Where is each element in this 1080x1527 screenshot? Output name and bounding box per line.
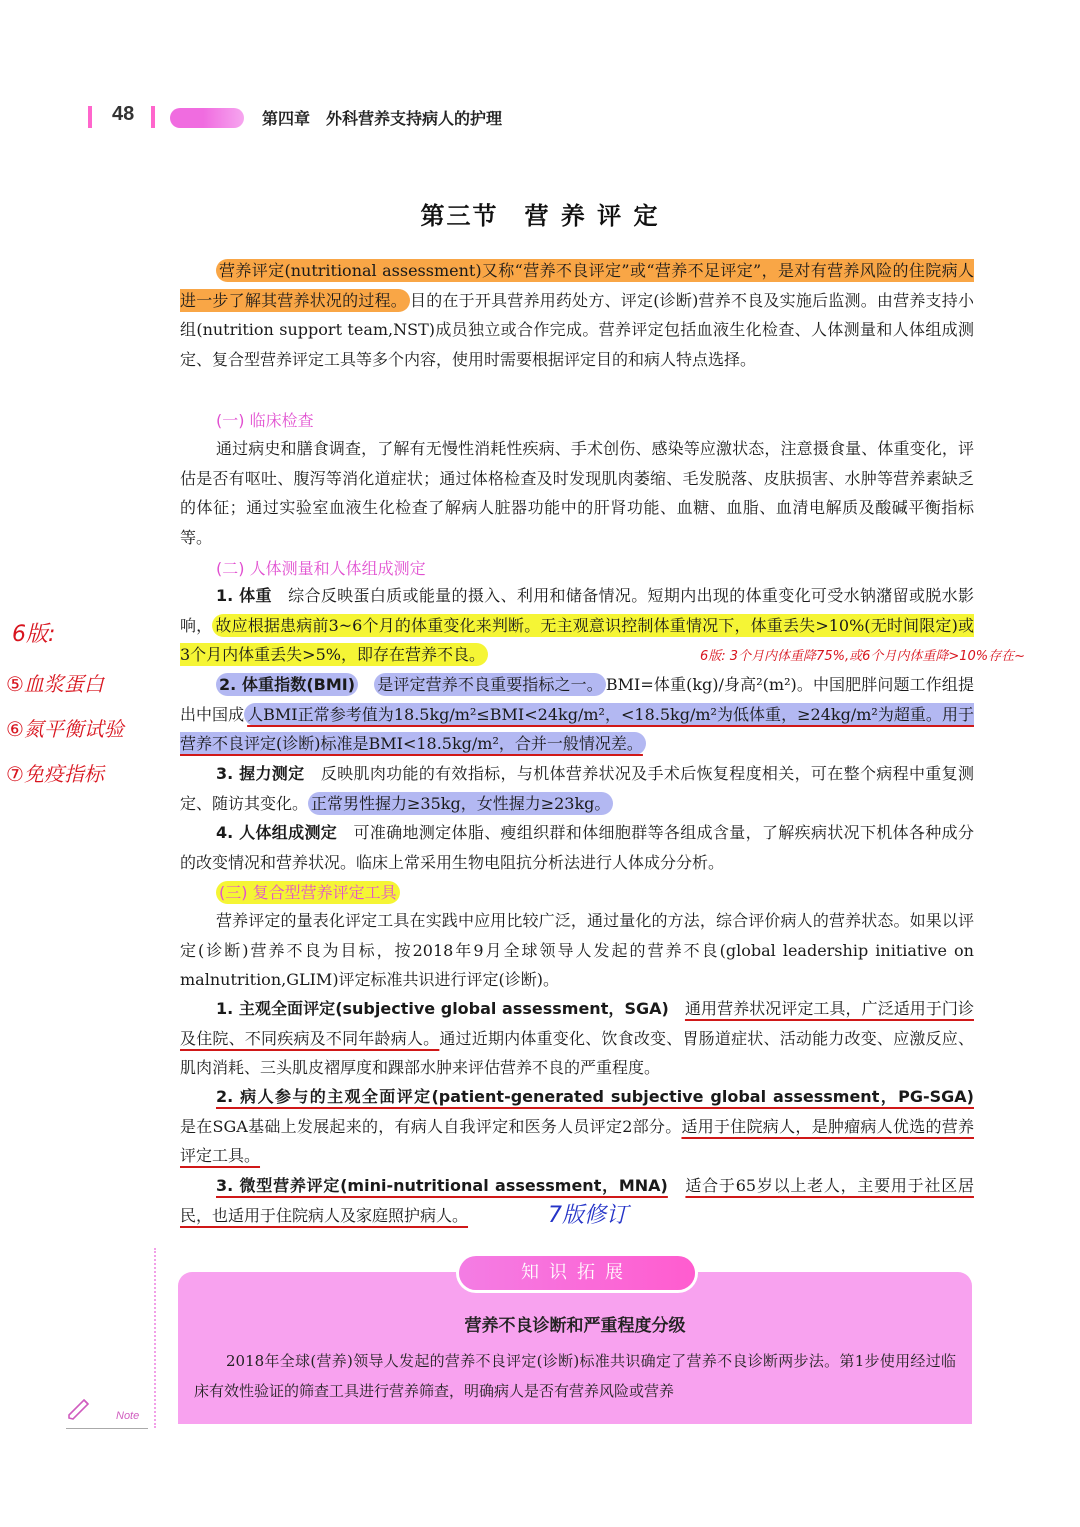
annotation-immune-index: ⑦免疫指标 xyxy=(6,762,104,786)
section-title: 第三节 营 养 评 定 xyxy=(420,202,660,230)
annotation-nitrogen-balance: ⑥氮平衡试验 xyxy=(6,717,124,741)
knowledge-text: 2018年全球(营养)领导人发起的营养不良评定(诊断)标准共识确定了营养不良诊断两步法。第1步使用经过临床有效性验证的筛查工具进行营养筛查，明确病人是否有营养风险或营养 xyxy=(194,1352,956,1400)
clinical-exam-paragraph: 通过病史和膳食调查，了解有无慢性消耗性疾病、手术创伤、感染等应激状态，注意摄食量、体重变化，评估是否有呕吐、腹泻等消化道症状；通过体格检查及时发现肌肉萎缩、毛发脱落、皮肤损害、水肿等营养素缺乏的体征；通过实验室血液生化检查了解病人脏器功能中的肝肾功能、血糖、血脂、血清电解质及酸碱平衡指标等。 xyxy=(180,439,974,547)
pgsga-text: 是在SGA基础上发展起来的，有病人自我评定和医务人员评定2部分。 xyxy=(180,1116,682,1136)
body-composition-text: 可准确地测定体脂、瘦组织群和体细胞群等各组成含量，了解疾病状况下机体各种成分的改变情况和营养状况。临床上常采用生物电阻抗分析法进行人体成分分析。 xyxy=(180,823,974,872)
composite-tools-heading-text: (三) 复合型营养评定工具 xyxy=(216,881,400,904)
header-decoration xyxy=(170,108,244,128)
knowledge-tab: 知识拓展 xyxy=(459,1256,695,1290)
weight-text: 综合反映蛋白质或能量的摄入、利用和储备情况。短期内出现的体重变化可受水钠潴留或脱水影响， xyxy=(180,586,974,635)
bmi-highlight-a: 是评定营养不良重要指标之一。 xyxy=(374,673,606,696)
bmi-paragraph xyxy=(180,670,974,759)
mna-underlined: 适合于65岁以上老人，主要用于社区居民，也适用于住院病人及家庭照护病人。 xyxy=(180,1176,974,1225)
grip-heading: 3. 握力测定 xyxy=(216,764,305,783)
annotation-7th-edition-revision: 7版修订 xyxy=(548,1203,628,1228)
chapter-title: 第四章 外科营养支持病人的护理 xyxy=(262,109,503,128)
annotation-6th-edition: 6版: xyxy=(12,622,56,647)
body-composition-paragraph xyxy=(180,818,974,877)
pgsga-paragraph xyxy=(180,1082,974,1171)
sga-paragraph xyxy=(180,994,974,1083)
header-bar-right xyxy=(151,106,155,128)
pgsga-underlined: 适用于住院病人，是肿瘤病人优选的营养评定工具。 xyxy=(180,1116,974,1165)
intro-highlight: 营养评定(nutritional assessment)又称“营养不良评定”或“营养不足评定”，是对有营养风险的住院病人进一步了解其营养状况的过程。 xyxy=(180,261,974,310)
weight-heading: 1. 体重 xyxy=(216,586,272,605)
sga-heading: 1. 主观全面评定(subjective global assessment，SGA) xyxy=(216,999,669,1018)
grip-paragraph xyxy=(180,759,974,818)
body-composition-heading: 4. 人体组成测定 xyxy=(216,823,338,842)
note-line xyxy=(66,1428,148,1429)
header-bar-left xyxy=(88,106,92,128)
intro-paragraph xyxy=(180,256,974,374)
subheading-clinical-exam: (一) 临床检查 xyxy=(216,411,314,430)
pencil-icon xyxy=(66,1398,92,1426)
annotation-6th-edition-weight: 6版: 3个月内体重降75%,或6个月内体重降>10%存在~ xyxy=(700,649,1026,664)
mna-heading: 3. 微型营养评定(mini-nutritional assessment，MNA) xyxy=(216,1176,668,1195)
grip-text: 反映肌肉功能的有效指标，与机体营养状况及手术后恢复程度相关，可在整个病程中重复测定、随访其变化。 xyxy=(180,764,974,813)
composite-tools-paragraph: 营养评定的量表化评定工具在实践中应用比较广泛，通过量化的方法，综合评价病人的营养状态。如果以评定(诊断)营养不良为目标，按2018年9月全球领导人发起的营养不良(global leadership initiative on malnutrition,GLIM)评定标准共识进行评定(诊断)。 xyxy=(180,911,974,989)
bmi-heading: 2. 体重指数(BMI) xyxy=(216,673,358,696)
intro-text: 目的在于开具营养用药处方、评定(诊断)营养不良及实施后监测。由营养支持小组(nutrition support team,NST)成员独立或合作完成。营养评定包括血液生化检查、人体测量和人体组成测定、复合型营养评定工具等多个内容，使用时需要根据评定目的和病人特点选择。 xyxy=(180,290,974,369)
annotation-plasma-protein: ⑤血浆蛋白 xyxy=(6,672,104,696)
sga-underlined: 通用营养状况评定工具，广泛适用于门诊及住院、不同疾病及不同年龄病人。 xyxy=(180,999,974,1048)
bmi-text: BMI=体重(kg)/身高²(m²)。中国肥胖问题工作组提出中国成 xyxy=(180,675,974,724)
margin-dotted-line xyxy=(154,1248,156,1428)
sga-text: 通过近期内体重变化、饮食改变、胃肠道症状、活动能力改变、应激反应、肌肉消耗、三头肌皮褶厚度和踝部水肿来评估营养不良的严重程度。 xyxy=(180,1028,974,1077)
note-label: Note xyxy=(116,1410,140,1422)
subheading-composite-tools xyxy=(216,880,400,903)
pgsga-heading: 2. 病人参与的主观全面评定(patient-generated subjective global assessment，PG-SGA) xyxy=(216,1087,974,1106)
grip-highlight: 正常男性握力≥35kg，女性握力≥23kg。 xyxy=(308,792,613,815)
bmi-highlight-b: 人BMI正常参考值为18.5kg/m²≤BMI<24kg/m²，<18.5kg/m²为低体重，≥24kg/m²为超重。用于营养不良评定(诊断)标准是BMI<18.5kg/m²，合并一般情况差。 xyxy=(180,704,974,753)
weight-highlight: 故应根据患病前3~6个月的体重变化来判断。无主观意识控制体重情况下，体重丢失>10%(无时间限定)或3个月内体重丢失>5%，即存在营养不良。 xyxy=(180,615,974,664)
knowledge-title: 营养不良诊断和严重程度分级 xyxy=(464,1316,686,1336)
subheading-body-measurement: (二) 人体测量和人体组成测定 xyxy=(216,559,426,578)
page-number: 48 xyxy=(112,103,135,125)
